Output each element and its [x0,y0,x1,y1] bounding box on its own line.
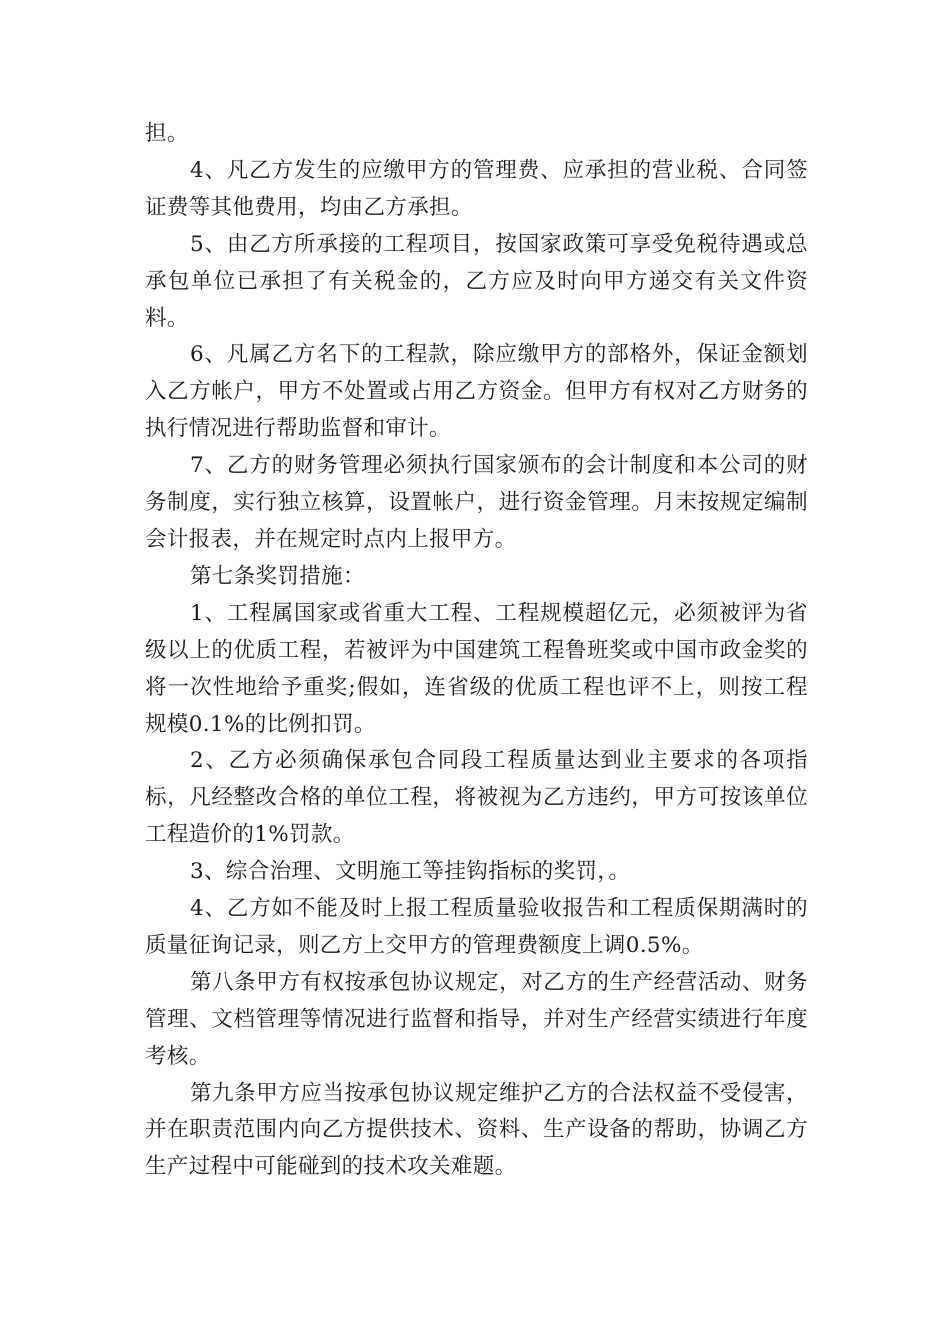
paragraph-clause-5-tax-exemption: 5、由乙方所承接的工程项目，按国家政策可享受免税待遇或总承包单位已承担了有关税金的，乙方应及时向甲方递交有关文件资料。 [145,231,808,331]
document-page [145,116,808,1186]
paragraph-clause-6-project-funds: 6、凡属乙方名下的工程款，除应缴甲方的部格外，保证金额划入乙方帐户，甲方不处置或占用乙方资金。但甲方有权对乙方财务的执行情况进行帮助监督和审计。 [145,342,808,442]
paragraph-reward-1: 1、工程属国家或省重大工程、工程规模超亿元，必须被评为省级以上的优质工程，若被评为中国建筑工程鲁班奖或中国市政金奖的将一次性地给予重奖;假如，连省级的优质工程也评不上，则按工程规模0.1%的比例扣罚。 [145,600,808,737]
paragraph-reward-3: 3、综合治理、文明施工等挂钩指标的奖罚，。 [190,859,631,885]
paragraph-continuation: 担。 [145,121,189,146]
paragraph-clause-4-fees: 4、凡乙方发生的应缴甲方的管理费、应承担的营业税、合同签证费等其他费用，均由乙方承担。 [145,157,808,220]
paragraph-reward-4: 4、乙方如不能及时上报工程质量验收报告和工程质保期满时的质量征询记录，则乙方上交甲方的管理费额度上调0.5%。 [145,896,808,958]
paragraph-clause-7-financial-management: 7、乙方的财务管理必须执行国家颁布的会计制度和本公司的财务制度，实行独立核算，设置帐户，进行资金管理。月末按规定编制会计报表，并在规定时点内上报甲方。 [145,453,808,552]
paragraph-article-9: 第九条甲方应当按承包协议规定维护乙方的合法权益不受侵害，并在职责范围内向乙方提供技术、资料、生产设备的帮助，协调乙方生产过程中可能碰到的技术攻关难题。 [145,1080,808,1180]
paragraph-reward-2: 2、乙方必须确保承包合同段工程质量达到业主要求的各项指标，凡经整改合格的单位工程，将被视为乙方违约，甲方可按该单位工程造价的1%罚款。 [145,748,808,848]
section-heading-article-7: 第七条奖罚措施： [190,563,365,589]
paragraph-article-8: 第八条甲方有权按承包协议规定，对乙方的生产经营活动、财务管理、文档管理等情况进行监督和指导，并对生产经营实绩进行年度考核。 [145,969,808,1069]
